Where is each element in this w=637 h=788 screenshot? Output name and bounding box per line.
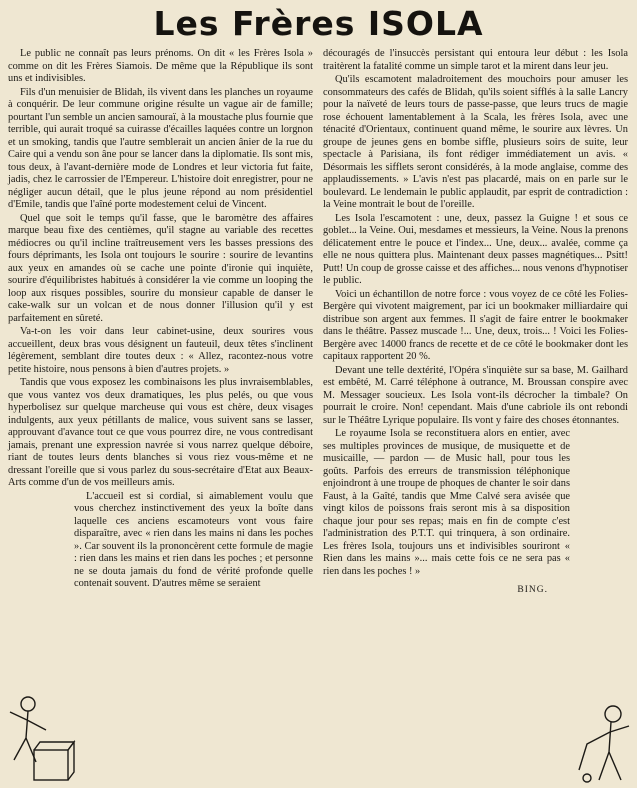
paragraph: Tandis que vous exposez les combinaisons les plus invraisemblables, que vous vantez vos deux dramatiques, les plus pelés, ou que vous hyperbolisez sur quelque marcheuse qui vous est chère, deux visages indulgents, aux yeux pétillants de malice, vous suivent sans se lasser, approuvant d'avance tout ce que vous pourrez dire, ne vous contredisant jamais, prenant une expression navrée si vous narrez quelque déboire, riant de toutes leurs dents blanches si vous riez vous-même et ne dressant l'oreille que si vous parlez du sous-secrétaire d'Etat aux Beaux-Arts comme d'un de vos meilleurs amis. — [8, 377, 313, 488]
magician-illustration-icon — [6, 690, 76, 785]
juggler-illustration-icon — [575, 700, 635, 785]
paragraph: Devant une telle dextérité, l'Opéra s'inquiète sur sa base, M. Gailhard est embêté, M. Carré téléphone à outrance, M. Broussan conspire avec M. Messager soucieux. Les Isola vont-ils décrocher la timbale? On pourrait le croire. Non! cependant. Mais d'une cabriole ils ont rebondi sur le Théâtre Lyrique populaire. Ils vont y faire des choses étonnantes. — [323, 364, 628, 426]
paragraph: Va-t-on les voir dans leur cabinet-usine, deux sourires vous accueillent, deux bras vous désignent un fauteuil, deux têtes s'inclinent légèrement, semblant dire toutes deux : « Allez, racontez-nous votre petite histoire, nous pensons à bien d'autres projets. » — [8, 326, 313, 375]
column-right — [323, 48, 628, 597]
paragraph: Fils d'un menuisier de Blidah, ils vivent dans les planches un royaume à conquérir. De leur commune origine résulte un vague air de famille; pourtant l'un semble un ancien samouraï, à la moustache plus fournie que terrible, qui aurait troqué sa cuirasse d'écailles laquées contre un lorgnon et un smoking, tandis que l'autre semblerait un ancien ânier de la rue du Caire qui a vendu son âne pour se lancer dans la diplomatie. Ils sont mis, tous deux, à l'avant-dernière mode de Londres et leur victoria fut faite, jadis, chez le carrossier de l'Empereur. L'histoire doit enregistrer, pour ne négliger aucun détail, que le plus jeune répond au nom présidentiel d'Emile, tandis que l'aîné porte modestement celui de Vincent. — [8, 86, 313, 210]
paragraph: Voici un échantillon de notre force : vous voyez de ce côté les Folies-Bergère qui vivotent maigrement, par ici un bookmaker milliardaire qui distribue son argent aux femmes. Il s'agit de faire entrer le bookmaker dans le théâtre. Passez muscade !... Une, deux, trois... ! Voici les Folies-Bergère avec 14000 francs de recette et de ce côté le bookmaker dont les capitaux rapportent 20 %. — [323, 288, 628, 362]
article-body — [8, 48, 629, 597]
paragraph: Qu'ils escamotent maladroitement des mouchoirs pour amuser les consommateurs des cafés de Blidah, qu'ils soient sifflés à la salle Lancry pour la naïveté de leurs tours de passe-passe, que leurs trucs de magie rose échouent lamentablement à la Scala, les frères Isola, avec une ténacité d'Orientaux, continuent quand même, le sourire aux lèvres. Un groupe de jeunes gens en bombe siffle, plusieurs soirs de suite, leur spectacle à Parisiana, ils font rédiger immédiatement un avis. « Désormais les sifflets seront considérés, à la mode anglaise, comme des applaudissements. » L'avis n'est pas placardé, mais on en parle sur le boulevard. Le lendemain le public applaudit, par esprit de contradiction : la Veine montrait le bout de l'oreille. — [323, 74, 628, 210]
article-title: Les Frères ISOLA — [153, 4, 484, 43]
paragraph: Quel que soit le temps qu'il fasse, que le baromètre des affaires marque beau fixe des centièmes, qu'il stagne au variable des recettes médiocres ou qu'il incline traîtreusement vers les basses pressions des fours déprimants, les Isola ont toujours le sourire : sourire de levantins aux yeux en amandes où se cache une pointe d'ironie qui inquiète, sourire d'équilibristes habitués à considérer la vie comme un looping the loop aux risques possibles, sourire du monsieur capable de danser le cake-walk sur un volcan et de nous donner l'illusion qu'il y est parfaitement en sûreté. — [8, 212, 313, 324]
column-left — [8, 48, 313, 597]
paragraph: Le royaume Isola se reconstituera alors en entier, avec ses multiples provinces de musique, de musiquette et de musicaille, — pardon — de Music hall, pour tous les goûts. Parfois des erreurs de transmission téléphonique enjoindront à une troupe de phoques de chanter le soir dans Faust, à la Gaîté, tandis que Mme Calvé sera avisée que vingt kilos de poissons frais seront mis à sa disposition chaque jour pour ses repas; mais en fin de compte c'est l'administration des P.T.T. qui trinquera, à son ordinaire. Les frères Isola, toujours uns et indivisibles souriront « Rien dans les mains »... mais cette fois ce ne sera pas « rien dans les poches ! » — [323, 428, 570, 577]
paragraph: découragés de l'insuccès persistant qui entoura leur début : les Isola traitèrent la fatalité comme un simple tarot et la mirent dans leur jeu. — [323, 48, 628, 72]
paragraph: Le public ne connaît pas leurs prénoms. On dit « les Frères Isola » comme on dit les Frères Siamois. De même que la République ils sont uns et indivisibles. — [8, 48, 313, 84]
author-signature: BING. — [517, 585, 548, 595]
paragraph: L'accueil est si cordial, si aimablement voulu que vous cherchez instinctivement des yeux la boîte dans laquelle ces anciens escamoteurs vont vous faire disparaître, avec « rien dans les mains ni dans les poches ». Car souvent ils la prononcèrent cette formule de magie : rien dans les mains et rien dans les poches ; et personne ne se douta jamais du fond de vérité profonde quelle contenait souvent. D'autres même se seraient — [74, 490, 313, 589]
paragraph: Les Isola l'escamotent : une, deux, passez la Guigne ! et sous ce goblet... la Veine. Oui, mesdames et messieurs, la Veine. Nous la prenons délicatement entre le pouce et l'index... Une, deux... avalée, comme ça elle ne nous quittera plus. Maintenant deux passes magnétiques... Psitt! Putt! Un coup de grosse caisse et des affiches... nous venons d'hypnotiser le public. — [323, 212, 628, 286]
